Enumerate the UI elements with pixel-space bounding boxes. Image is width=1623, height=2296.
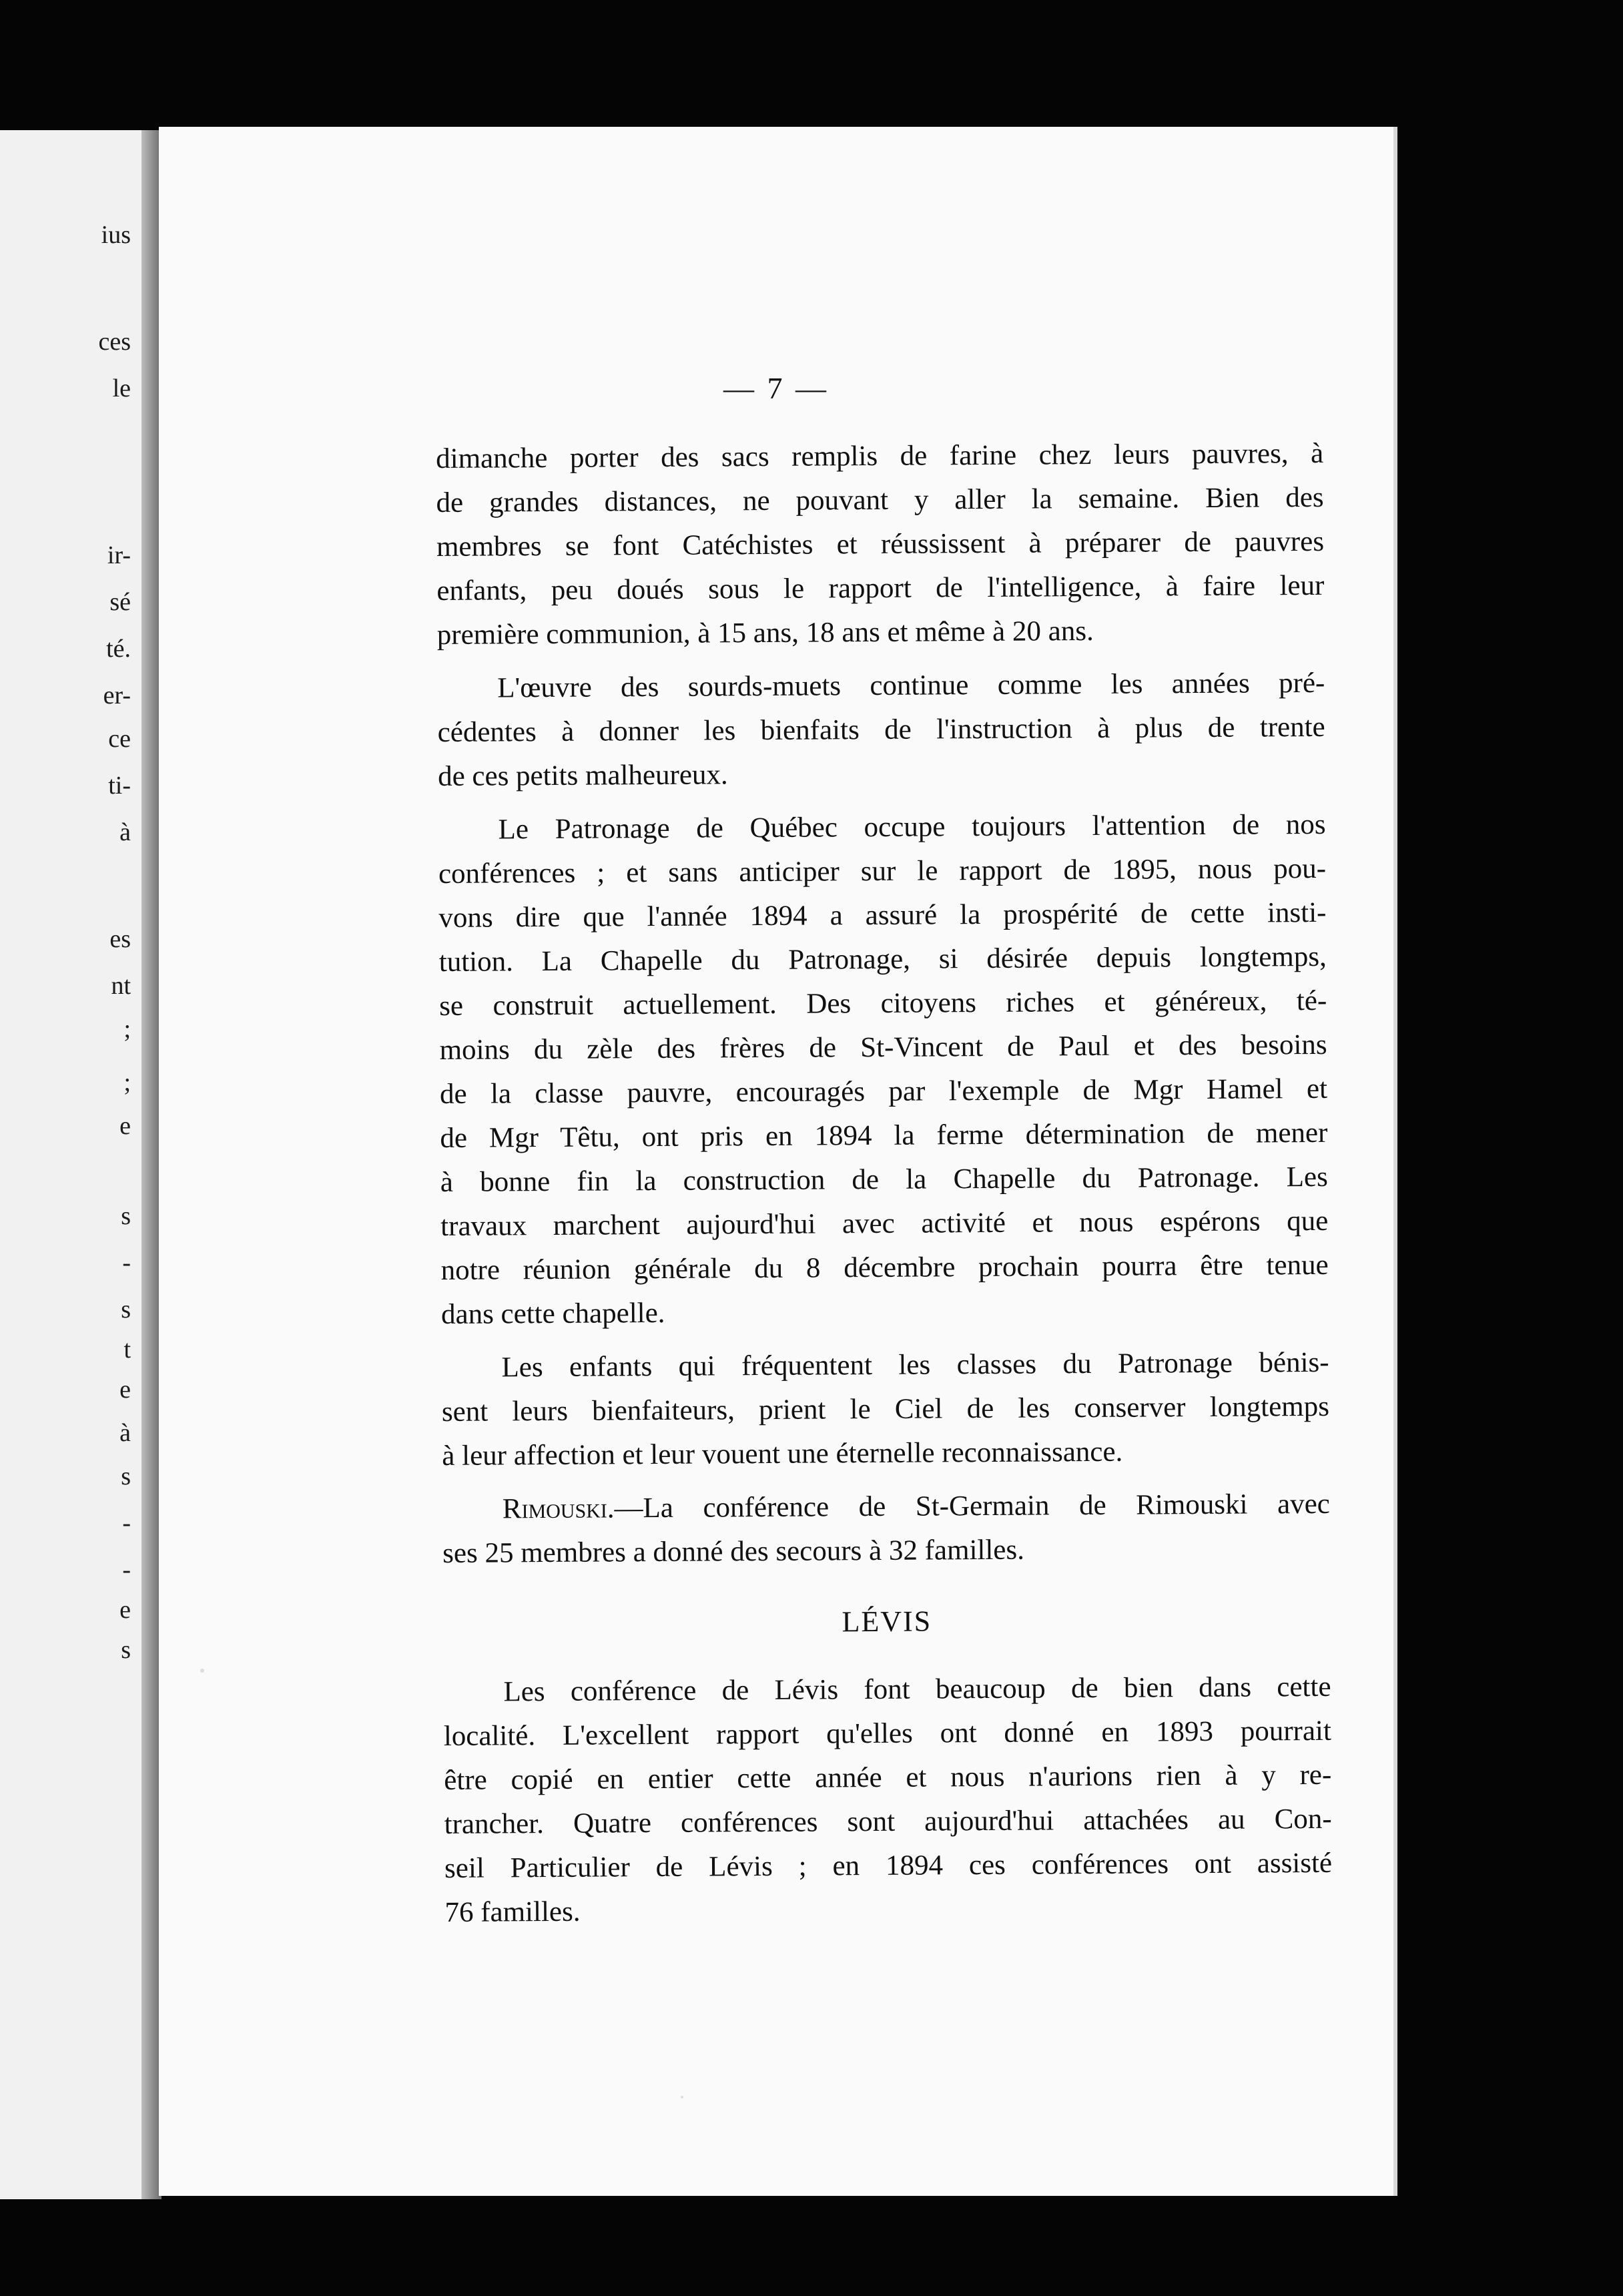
facing-page-fragment: - — [122, 1249, 131, 1277]
facing-page-fragment: s — [121, 1462, 131, 1490]
text-line: travaux marchent aujourd'hui avec activité et nous espérons que — [440, 1205, 1329, 1242]
text-line: moins du zèle des frères de St-Vincent de Paul et des besoins — [439, 1029, 1327, 1066]
page-body — [436, 432, 1333, 1944]
text-line: Les enfants qui fréquentent les classes du Patronage bénis- — [501, 1346, 1329, 1384]
text-line: conférences ; et sans anticiper sur le rapport de 1895, nous pou- — [438, 852, 1327, 890]
text-line: notre réunion générale du 8 décembre prochain pourra être tenue — [440, 1249, 1329, 1286]
text-line: L'œuvre des sourds-muets continue comme les années pré- — [497, 667, 1325, 704]
facing-page-fragment: e — [119, 1596, 131, 1624]
text-line: se construit actuellement. Des citoyens riches et généreux, té- — [439, 984, 1327, 1022]
paragraph — [441, 1341, 1329, 1478]
text-line: localité. L'excellent rapport qu'elles ont donné en 1893 pourrait — [443, 1715, 1332, 1752]
text-line: seil Particulier de Lévis ; en 1894 ces conférences ont assisté — [444, 1847, 1333, 1884]
facing-page-fragment: t — [123, 1336, 131, 1364]
facing-page-fragment: es — [109, 925, 131, 953]
text-line: être copié en entier cette année et nous n'aurions rien à y re- — [444, 1759, 1332, 1796]
speck — [681, 2096, 683, 2098]
facing-page-fragment: ir- — [107, 541, 131, 569]
page-number: — 7 — — [723, 371, 829, 405]
text-line: trancher. Quatre conférences sont aujourd'hui attachées au Con- — [444, 1803, 1332, 1840]
facing-page-fragment: e — [119, 1376, 131, 1404]
text-line: à bonne fin la construction de la Chapelle du Patronage. Les — [440, 1161, 1328, 1198]
section-heading: LÉVIS — [842, 1605, 932, 1639]
text-line: membres se font Catéchistes et réussissent à préparer de pauvres — [436, 525, 1325, 563]
facing-page-fragment: ; — [123, 1069, 131, 1097]
facing-page-fragment: le — [112, 374, 131, 402]
facing-page-fragment: à — [119, 818, 131, 846]
text-line: dimanche porter des sacs remplis de farine chez leurs pauvres, à — [436, 437, 1324, 475]
facing-page-fragment: ce — [108, 725, 131, 753]
facing-page-fragment: - — [122, 1556, 131, 1584]
text-line: à leur affection et leur vouent une éternelle reconnaissance. — [442, 1436, 1123, 1472]
facing-page-fragment: à — [119, 1419, 131, 1447]
text-line: de la classe pauvre, encouragés par l'exemple de Mgr Hamel et — [439, 1073, 1328, 1110]
text-line: Les conférence de Lévis font beaucoup de bien dans cette — [503, 1671, 1331, 1708]
facing-page-fragment: té. — [106, 635, 131, 663]
text-line: dans cette chapelle. — [440, 1297, 665, 1330]
text-line: première communion, à 15 ans, 18 ans et même à 20 ans. — [436, 615, 1094, 651]
facing-page-fragment: sé — [109, 588, 131, 616]
text-line: sent leurs bienfaiteurs, prient le Ciel de les conserver longtemps — [441, 1390, 1330, 1428]
paragraph — [438, 803, 1329, 1337]
facing-page-fragment: er- — [103, 681, 131, 709]
text-line: de ces petits malheureux. — [437, 759, 728, 792]
text-line: de Mgr Têtu, ont pris en 1894 la ferme détermination de mener — [440, 1117, 1328, 1154]
facing-page-fragment: ces — [98, 328, 131, 356]
text-line: tution. La Chapelle du Patronage, si désirée depuis longtemps, — [438, 940, 1327, 978]
facing-page-fragment: - — [122, 1509, 131, 1537]
text-line: ses 25 membres a donné des secours à 32 familles. — [442, 1534, 1025, 1569]
paragraph — [437, 661, 1325, 799]
facing-page-fragment: e — [119, 1112, 131, 1140]
facing-page-fragment: s — [121, 1202, 131, 1230]
paragraph-levis — [443, 1665, 1332, 1935]
text-line: enfants, peu doués sous le rapport de l'intelligence, à faire leur — [436, 569, 1325, 607]
facing-page-fragment: s — [121, 1636, 131, 1664]
text-line: 76 familles. — [444, 1896, 581, 1928]
facing-page-fragment: ius — [101, 221, 131, 249]
paragraph-rimouski — [442, 1482, 1331, 1576]
book-page — [159, 127, 1397, 2196]
text-line: de grandes distances, ne pouvant y aller la semaine. Bien des — [436, 481, 1324, 519]
facing-page — [0, 130, 161, 2199]
facing-page-fragment: s — [121, 1296, 131, 1324]
text-line — [442, 1482, 1330, 1532]
text-span: —La conférence de St-Germain de Rimouski avec — [614, 1488, 1330, 1524]
paragraph-list — [436, 432, 1330, 1478]
facing-page-fragment: ; — [123, 1015, 131, 1043]
facing-page-fragment: ti- — [108, 772, 131, 800]
text-line: vons dire que l'année 1894 a assuré la prospérité de cette insti- — [438, 896, 1327, 934]
text-line: cédentes à donner les bienfaits de l'instruction à plus de trente — [437, 711, 1325, 748]
facing-page-fragment: nt — [111, 972, 131, 1000]
place-label: Rimouski. — [502, 1492, 615, 1525]
text-line: Le Patronage de Québec occupe toujours l'attention de nos — [498, 808, 1326, 846]
speck — [200, 1669, 204, 1673]
paragraph — [436, 432, 1325, 657]
